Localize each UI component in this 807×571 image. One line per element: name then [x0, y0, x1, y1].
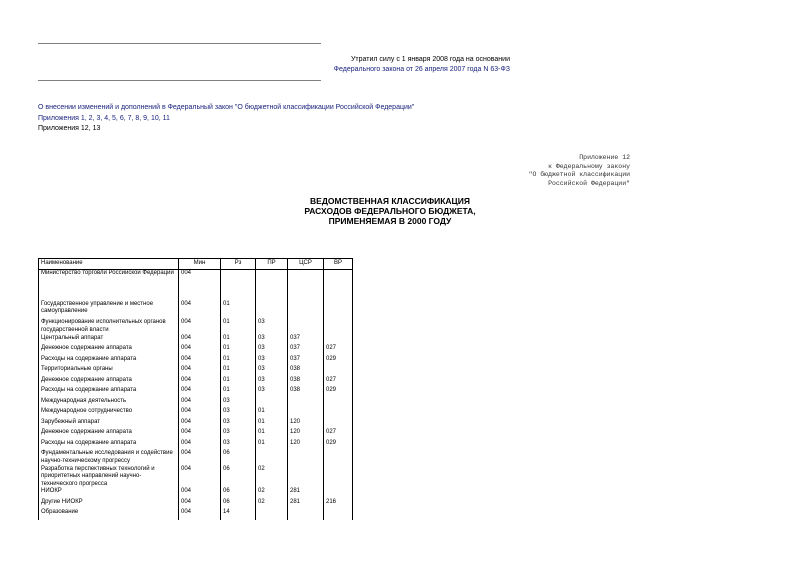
cell-pr — [256, 398, 288, 409]
cell-rz: 06 — [221, 466, 256, 489]
table-row — [39, 319, 353, 335]
cell-vr: 027 — [324, 429, 353, 440]
table-row — [39, 499, 353, 510]
table-row — [39, 408, 353, 419]
cell-csr: 037 — [288, 335, 324, 346]
cell-min: 004 — [179, 408, 221, 419]
cell-vr — [324, 408, 353, 419]
table-row — [39, 356, 353, 367]
annexes-12-13-label: Приложения 12, 13 — [38, 125, 101, 132]
cell-rz: 03 — [221, 408, 256, 419]
cell-name: Функционирование исполнительных органов государственной власти — [39, 319, 179, 335]
annex-ref-line: Приложение 12 — [579, 154, 630, 161]
cell-pr: 02 — [256, 488, 288, 499]
table-row — [39, 440, 353, 451]
cell-rz: 01 — [221, 377, 256, 388]
cell-vr — [324, 270, 353, 301]
cell-rz — [221, 270, 256, 301]
table-row — [39, 488, 353, 499]
cell-csr: 038 — [288, 387, 324, 398]
table-header-row — [39, 259, 353, 270]
cell-pr: 01 — [256, 408, 288, 419]
cell-rz: 01 — [221, 301, 256, 320]
top-divider — [38, 43, 321, 44]
cell-min: 004 — [179, 509, 221, 520]
cell-rz: 01 — [221, 345, 256, 356]
cell-rz: 03 — [221, 429, 256, 440]
cell-rz: 03 — [221, 440, 256, 451]
cell-pr: 01 — [256, 419, 288, 430]
cell-vr — [324, 419, 353, 430]
header-min: Мин — [179, 259, 221, 270]
repeal-notice — [300, 55, 510, 75]
cell-min: 004 — [179, 366, 221, 377]
cell-vr — [324, 466, 353, 489]
cell-pr: 02 — [256, 499, 288, 510]
cell-rz: 01 — [221, 366, 256, 377]
cell-name: Разработка перспективных технологий и приоритетных направлений научно-технического прогресса — [39, 466, 179, 489]
cell-min: 004 — [179, 398, 221, 409]
cell-name: Международная деятельность — [39, 398, 179, 409]
table-row — [39, 509, 353, 520]
title-line: ВЕДОМСТВЕННАЯ КЛАССИФИКАЦИЯ — [310, 196, 470, 206]
related-links — [38, 103, 414, 135]
table-row — [39, 429, 353, 440]
cell-pr: 03 — [256, 366, 288, 377]
cell-vr: 029 — [324, 387, 353, 398]
annexes-1-11-link[interactable]: Приложения 1, 2, 3, 4, 5, 6, 7, 8, 9, 10, 11 — [38, 114, 170, 122]
annex-ref-line: Российской Федерации" — [548, 179, 630, 187]
cell-rz: 06 — [221, 450, 256, 466]
cell-name: Зарубежный аппарат — [39, 419, 179, 430]
cell-csr: 120 — [288, 440, 324, 451]
cell-rz: 14 — [221, 509, 256, 520]
cell-csr — [288, 301, 324, 320]
cell-rz: 06 — [221, 488, 256, 499]
cell-min: 004 — [179, 488, 221, 499]
cell-csr — [288, 398, 324, 409]
cell-csr: 037 — [288, 345, 324, 356]
cell-min: 004 — [179, 466, 221, 489]
cell-vr — [324, 335, 353, 346]
cell-vr: 029 — [324, 356, 353, 367]
cell-pr — [256, 301, 288, 320]
cell-rz: 03 — [221, 419, 256, 430]
cell-min: 004 — [179, 429, 221, 440]
cell-pr: 02 — [256, 466, 288, 489]
cell-csr: 037 — [288, 356, 324, 367]
cell-name: Денежное содержание аппарата — [39, 377, 179, 388]
table-row — [39, 366, 353, 377]
table-row — [39, 450, 353, 466]
cell-name: Министерство торговли Российской Федерации — [39, 270, 179, 301]
cell-vr — [324, 488, 353, 499]
cell-name: Международное сотрудничество — [39, 408, 179, 419]
cell-min: 004 — [179, 345, 221, 356]
cell-min: 004 — [179, 335, 221, 346]
cell-name: Расходы на содержание аппарата — [39, 387, 179, 398]
cell-pr: 03 — [256, 335, 288, 346]
cell-vr — [324, 450, 353, 466]
cell-csr: 120 — [288, 419, 324, 430]
table-row — [39, 419, 353, 430]
amendment-law-link[interactable]: О внесении изменений и дополнений в Федеральный закон "О бюджетной классификации Российской Федерации" — [38, 104, 415, 111]
table-row — [39, 377, 353, 388]
cell-name: Центральный аппарат — [39, 335, 179, 346]
table-row — [39, 301, 353, 320]
classification-table — [38, 258, 353, 520]
cell-csr: 120 — [288, 429, 324, 440]
cell-pr: 03 — [256, 319, 288, 335]
cell-name: Денежное содержание аппарата — [39, 345, 179, 356]
table-row — [39, 466, 353, 489]
cell-rz: 01 — [221, 387, 256, 398]
cell-pr — [256, 509, 288, 520]
cell-min: 004 — [179, 301, 221, 320]
header-csr: ЦСР — [288, 259, 324, 270]
cell-pr — [256, 270, 288, 301]
cell-csr — [288, 450, 324, 466]
cell-pr: 03 — [256, 387, 288, 398]
cell-name: Территориальные органы — [39, 366, 179, 377]
cell-vr — [324, 319, 353, 335]
cell-csr: 281 — [288, 488, 324, 499]
cell-name: Другие НИОКР — [39, 499, 179, 510]
cell-name: Денежное содержание аппарата — [39, 429, 179, 440]
cell-vr: 029 — [324, 440, 353, 451]
cell-min: 004 — [179, 270, 221, 301]
cell-pr: 03 — [256, 345, 288, 356]
cell-min: 004 — [179, 499, 221, 510]
table-row — [39, 387, 353, 398]
table-row — [39, 270, 353, 301]
cell-min: 004 — [179, 356, 221, 367]
title-line: РАСХОДОВ ФЕДЕРАЛЬНОГО БЮДЖЕТА, — [304, 206, 476, 216]
cell-vr — [324, 509, 353, 520]
cell-csr: 281 — [288, 499, 324, 510]
cell-csr: 038 — [288, 366, 324, 377]
cell-name: Расходы на содержание аппарата — [39, 440, 179, 451]
repeal-notice-text: Утратил силу с 1 января 2008 года на основании — [350, 56, 510, 63]
cell-pr: 01 — [256, 429, 288, 440]
cell-rz: 06 — [221, 499, 256, 510]
cell-name: НИОКР — [39, 488, 179, 499]
annex-ref-line: к Федеральному закону — [548, 162, 630, 170]
cell-vr: 027 — [324, 345, 353, 356]
cell-name: Образование — [39, 509, 179, 520]
document-title — [230, 196, 550, 226]
cell-csr — [288, 319, 324, 335]
table-row — [39, 398, 353, 409]
cell-pr: 03 — [256, 377, 288, 388]
cell-name: Фундаментальные исследования и содействие научно-техническому прогрессу — [39, 450, 179, 466]
cell-min: 004 — [179, 387, 221, 398]
cell-min: 004 — [179, 440, 221, 451]
title-line: ПРИМЕНЯЕМАЯ В 2000 ГОДУ — [328, 216, 452, 226]
header-name: Наименование — [39, 259, 179, 270]
cell-vr — [324, 301, 353, 320]
cell-min: 004 — [179, 319, 221, 335]
cell-csr — [288, 466, 324, 489]
cell-pr — [256, 450, 288, 466]
repeal-law-link[interactable]: Федерального закона от 26 апреля 2007 года N 63-ФЗ — [333, 66, 510, 73]
cell-rz: 01 — [221, 335, 256, 346]
header-pr: ПР — [256, 259, 288, 270]
cell-name: Расходы на содержание аппарата — [39, 356, 179, 367]
cell-min: 004 — [179, 419, 221, 430]
cell-min: 004 — [179, 377, 221, 388]
cell-pr: 01 — [256, 440, 288, 451]
cell-csr — [288, 408, 324, 419]
cell-rz: 01 — [221, 319, 256, 335]
table-row — [39, 345, 353, 356]
cell-min: 004 — [179, 450, 221, 466]
header-rz: Рз — [221, 259, 256, 270]
cell-rz: 03 — [221, 398, 256, 409]
table-body — [39, 270, 353, 520]
cell-csr — [288, 509, 324, 520]
cell-csr — [288, 270, 324, 301]
annex-ref-line: "О бюджетной классификации — [528, 171, 630, 178]
table-row — [39, 335, 353, 346]
cell-vr: 216 — [324, 499, 353, 510]
cell-vr — [324, 398, 353, 409]
cell-vr — [324, 366, 353, 377]
cell-pr: 03 — [256, 356, 288, 367]
cell-name: Государственное управление и местное самоуправление — [39, 301, 179, 320]
cell-rz: 01 — [221, 356, 256, 367]
cell-csr: 038 — [288, 377, 324, 388]
bottom-divider — [38, 80, 321, 81]
annex-reference — [440, 154, 630, 188]
cell-vr: 027 — [324, 377, 353, 388]
header-vr: ВР — [324, 259, 353, 270]
